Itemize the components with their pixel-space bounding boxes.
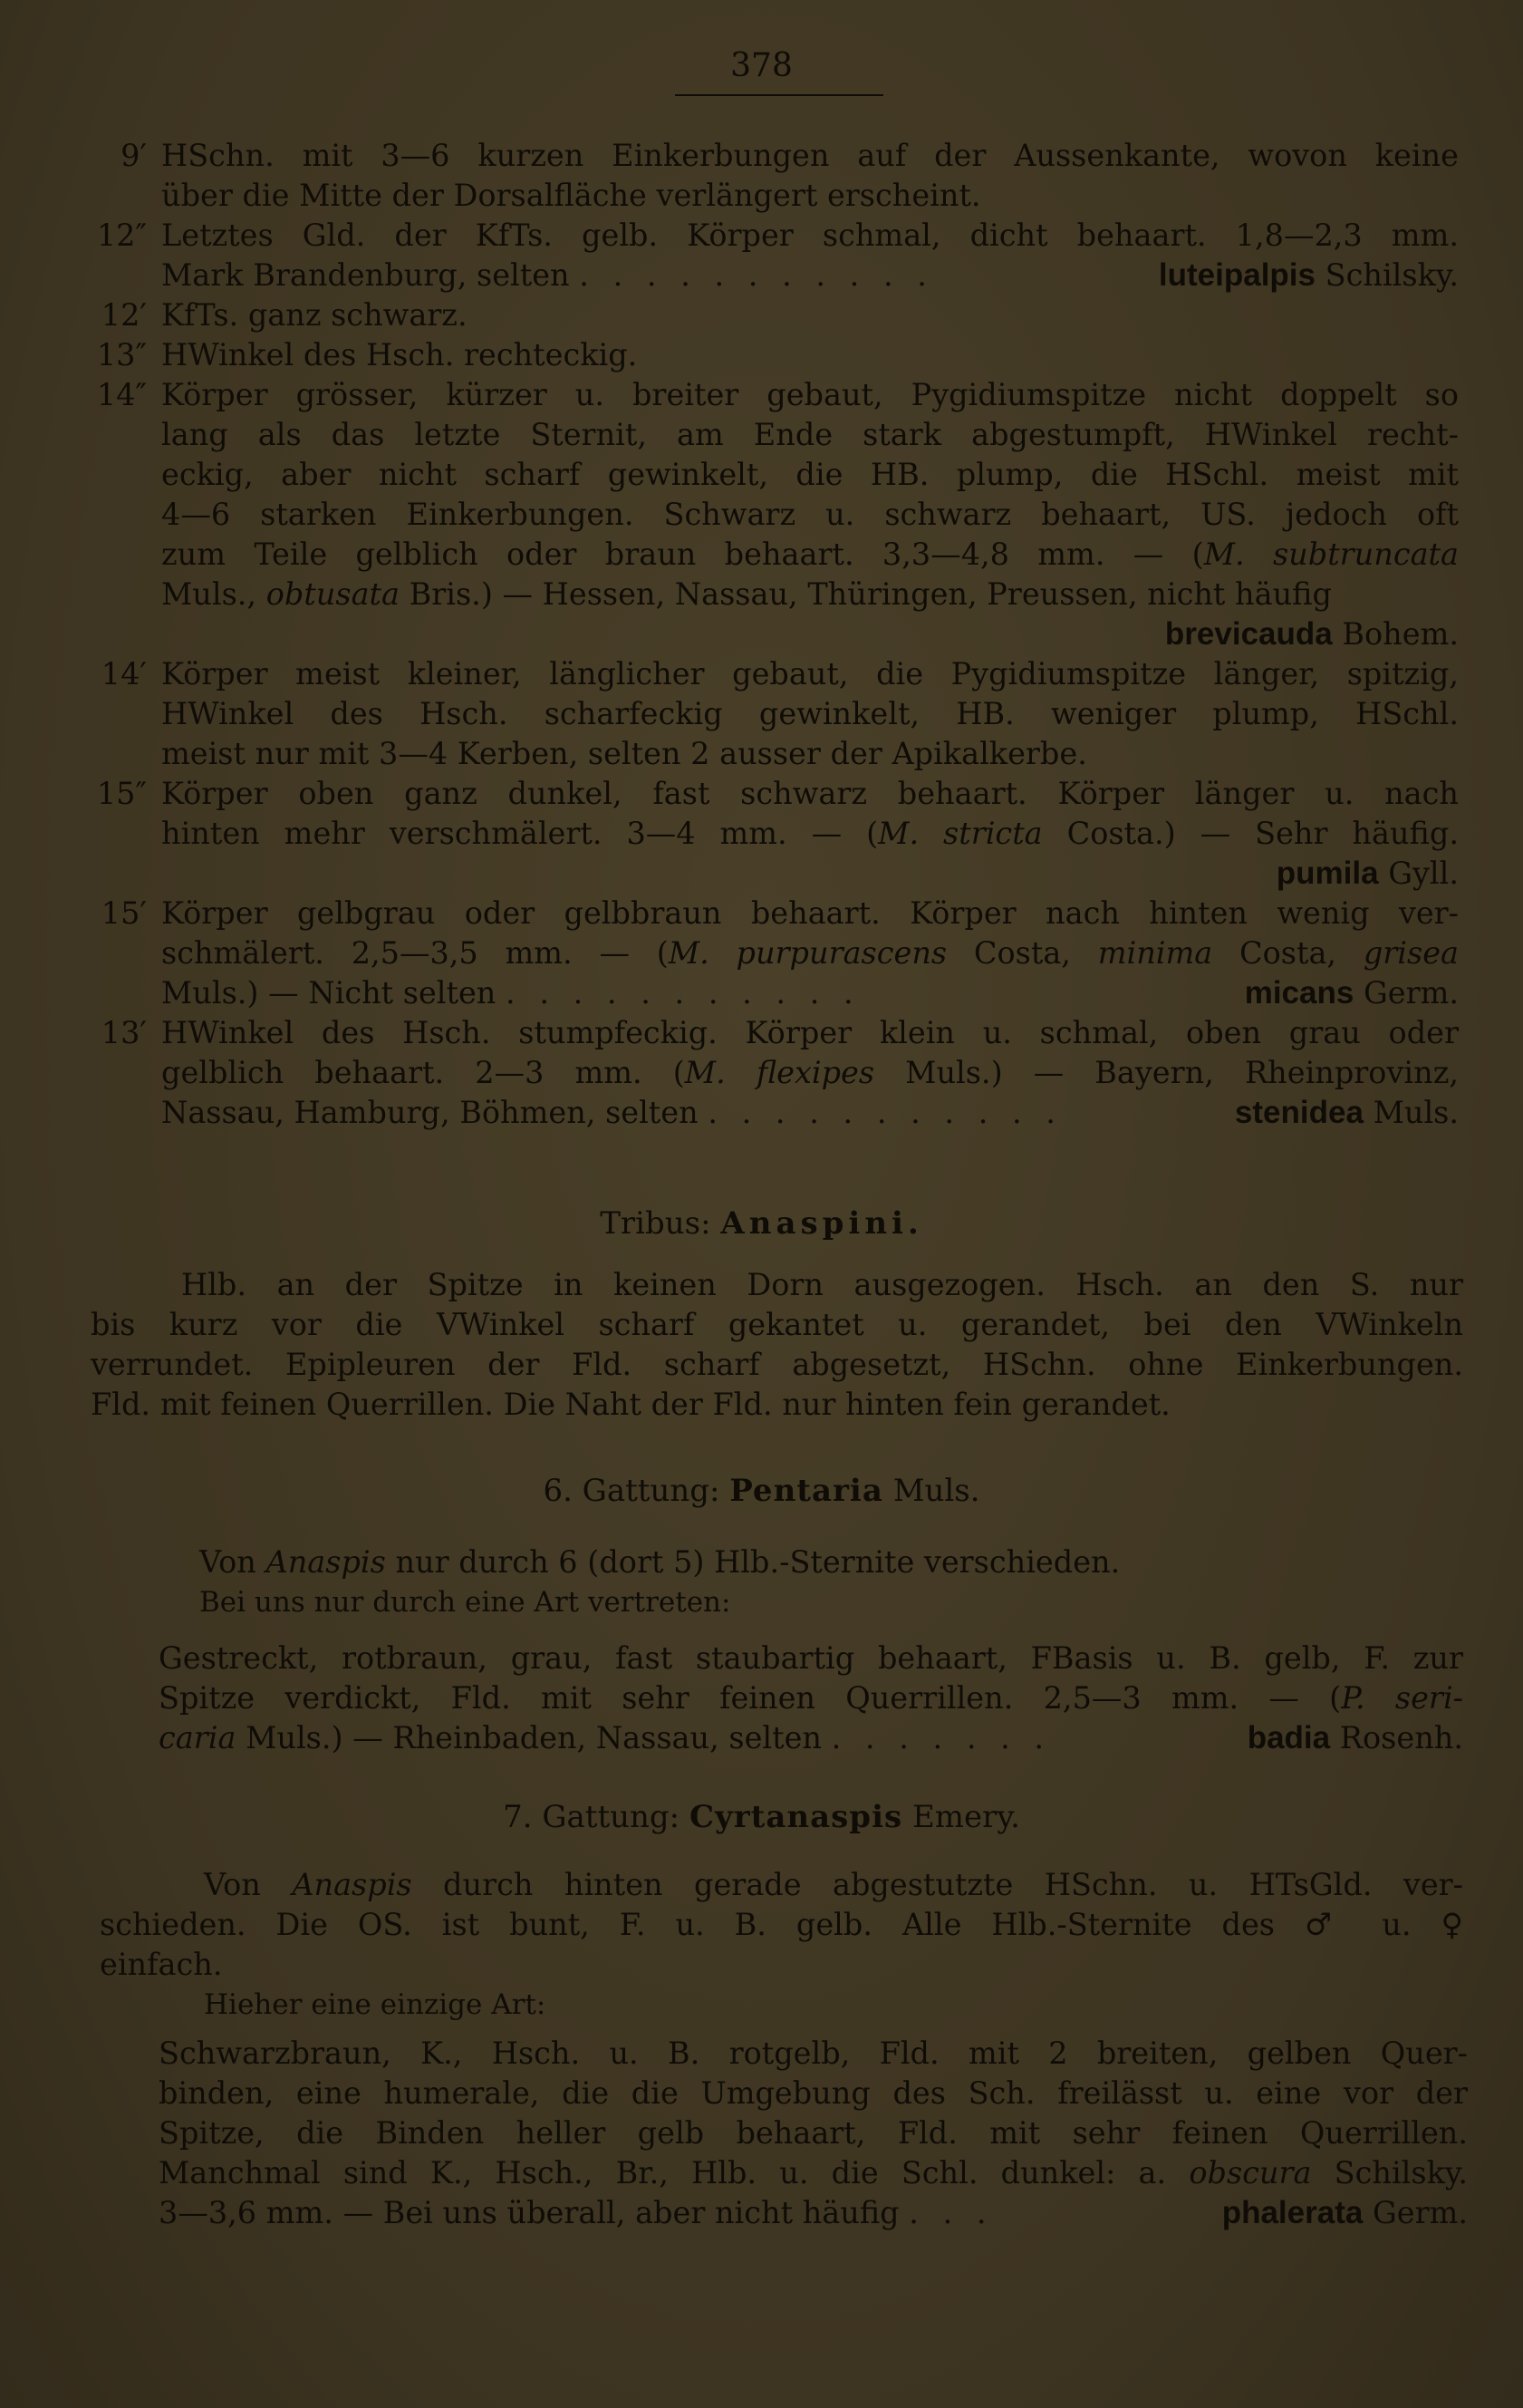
key-entry-9 bbox=[91, 136, 1468, 176]
species-name: badia bbox=[1247, 1720, 1331, 1755]
species-author: Muls. bbox=[1373, 1095, 1459, 1130]
leader-dots: . . . . . . . . . . . bbox=[579, 257, 934, 293]
key-line: KfTs. ganz schwarz. bbox=[161, 297, 468, 333]
key-line: Körper oben ganz dunkel, fast schwarz behaart. Körper länger u. nach bbox=[161, 776, 1459, 811]
key-line: meist nur mit 3—4 Kerben, selten 2 ausser der Apikalkerbe. bbox=[161, 736, 1087, 771]
key-line: hinten mehr verschmälert. 3—4 mm. — (M. stricta Costa.) — Sehr häufig. bbox=[161, 816, 1459, 851]
leader-dots: . . . . . . . bbox=[831, 1720, 1052, 1755]
couplet-number: 14′ bbox=[101, 656, 147, 691]
species-name: stenidea bbox=[1234, 1095, 1364, 1130]
couplet-number: 12′ bbox=[101, 297, 147, 333]
key-line: HWinkel des Hsch. stumpfeckig. Körper klein u. schmal, oben grau oder bbox=[161, 1015, 1459, 1050]
synonym: M. stricta bbox=[878, 816, 1043, 851]
species-name: brevicauda bbox=[1164, 616, 1333, 652]
key-entry-12a bbox=[91, 216, 1468, 256]
key-line: 4—6 starken Einkerbungen. Schwarz u. schwarz behaart, US. jedoch oft bbox=[161, 497, 1459, 532]
couplet-number: 13″ bbox=[96, 337, 147, 372]
key-entry-15a bbox=[91, 774, 1468, 814]
couplet-number: 14″ bbox=[96, 377, 147, 412]
locality: Nassau, Hamburg, Böhmen, selten bbox=[161, 1095, 699, 1130]
key-line bbox=[161, 973, 1459, 1013]
key-line: schmälert. 2,5—3,5 mm. — (M. purpurascens Costa, minima Costa, grisea bbox=[161, 935, 1460, 971]
key-entry-14b bbox=[91, 654, 1468, 694]
key-entry-13a bbox=[91, 335, 1468, 375]
genus-7-heading: 7. Gattung: Cyrtanaspis Emery. bbox=[503, 1799, 1020, 1835]
tribus-description: Hlb. an der Spitze in keinen Dorn ausgezogen. Hsch. an den S. nur bis kurz vor die VWinkel scharf gekantet u. gerandet, bei den VWinkeln verrundet. Epipleuren der Fld. scharf abgesetzt, HSchn. ohne Einkerbungen. Fld. mit feinen Querrillen. Die Naht der Fld. nur hinten fein gerandet. bbox=[91, 1267, 1463, 1422]
key-line: HWinkel des Hsch. rechteckig. bbox=[161, 337, 638, 372]
key-entry-15b bbox=[91, 894, 1468, 933]
key-line: lang als das letzte Sternit, am Ende stark abgestumpft, HWinkel recht- bbox=[161, 417, 1459, 452]
key-line: HWinkel des Hsch. scharfeckig gewinkelt, HB. weniger plump, HSchl. bbox=[161, 696, 1459, 731]
key-line bbox=[161, 854, 1459, 894]
genus-6-species-description: Gestreckt, rotbraun, grau, fast staubartig behaart, FBasis u. B. gelb, F. zur Spitze verdickt, Fld. mit sehr feinen Querrillen. 2,5—3 mm. — (P. seri- caria Muls.) — Rheinbaden, Nassau, selten . . . . . . . badia Rosenh. bbox=[159, 1640, 1463, 1755]
locality: Muls.) — Nicht selten bbox=[161, 975, 496, 1011]
page-number-rule bbox=[675, 94, 883, 96]
genus-7-species-description: Schwarzbraun, K., Hsch. u. B. rotgelb, Fld. mit 2 breiten, gelben Quer- binden, eine humerale, die die Umgebung des Sch. freilässt u. eine vor der Spitze, die Binden heller gelb behaart, Fld. mit sehr feinen Querrillen. Manchmal sind K., Hsch., Br., Hlb. u. die Schl. dunkel: a. obscura Schilsky. 3—3,6 mm. — Bei uns überall, aber nicht häufig . . . phalerata Germ. bbox=[159, 2036, 1468, 2230]
leader-dots: . . . bbox=[909, 2195, 994, 2230]
key-line: gelblich behaart. 2—3 mm. (M. flexipes Muls.) — Bayern, Rheinprovinz, bbox=[161, 1055, 1459, 1090]
synonym: obtusata bbox=[265, 576, 400, 612]
key-line bbox=[161, 256, 1459, 295]
locality: Mark Brandenburg, selten bbox=[161, 257, 570, 293]
couplet-number: 9′ bbox=[120, 138, 147, 173]
tribus-name: Anaspini. bbox=[720, 1205, 923, 1242]
key-line: Körper grösser, kürzer u. breiter gebaut, Pygidiumspitze nicht doppelt so bbox=[161, 377, 1459, 412]
leader-dots: . . . . . . . . . . . bbox=[708, 1095, 1063, 1130]
couplet-number: 15″ bbox=[96, 776, 147, 811]
species-author: Gyll. bbox=[1388, 856, 1459, 891]
species-author: Germ. bbox=[1363, 975, 1459, 1011]
key-line: Körper meist kleiner, länglicher gebaut, die Pygidiumspitze länger, spitzig, bbox=[161, 656, 1459, 691]
species-name: pumila bbox=[1276, 856, 1379, 891]
tribus-heading: Tribus: Anaspini. bbox=[600, 1205, 923, 1242]
synonym: M. subtruncata bbox=[1203, 537, 1459, 572]
genus-6-heading: 6. Gattung: Pentaria Muls. bbox=[543, 1473, 980, 1509]
genus-name: Cyrtanaspis bbox=[689, 1799, 903, 1835]
couplet-number: 13′ bbox=[101, 1015, 147, 1050]
page-number: 378 bbox=[730, 47, 793, 84]
species-name: micans bbox=[1244, 975, 1354, 1011]
key-line bbox=[161, 614, 1459, 654]
key-line: zum Teile gelblich oder braun behaart. 3,3—4,8 mm. — (M. subtruncata bbox=[161, 537, 1459, 572]
species-author: Bohem. bbox=[1342, 616, 1459, 652]
genus-6-text: Von Anaspis nur durch 6 (dort 5) Hlb.-Sternite verschieden. Bei uns nur durch eine Art vertreten: bbox=[199, 1544, 1121, 1619]
key-line: über die Mitte der Dorsalfläche verlängert erscheint. bbox=[161, 178, 981, 213]
key-entry-12b bbox=[91, 295, 1468, 335]
identification-key bbox=[91, 136, 1468, 1133]
key-line: eckig, aber nicht scharf gewinkelt, die HB. plump, die HSchl. meist mit bbox=[161, 457, 1459, 492]
key-entry-14a bbox=[91, 375, 1468, 415]
key-line bbox=[161, 1093, 1459, 1133]
genus-7-text: Von Anaspis durch hinten gerade abgestutzte HSchn. u. HTsGld. ver- schieden. Die OS. ist bunt, F. u. B. gelb. Alle Hlb.-Sternite des ♂ u. ♀ einfach. Hieher eine einzige Art: bbox=[100, 1867, 1464, 2021]
key-line: Muls., obtusata Bris.) — Hessen, Nassau, Thüringen, Preussen, nicht häufig bbox=[161, 576, 1332, 612]
couplet-number: 15′ bbox=[101, 895, 147, 931]
key-line: Letztes Gld. der KfTs. gelb. Körper schmal, dicht behaart. 1,8—2,3 mm. bbox=[161, 218, 1459, 253]
genus-name: Pentaria bbox=[729, 1473, 883, 1509]
species-name: phalerata bbox=[1221, 2195, 1364, 2230]
key-line: Körper gelbgrau oder gelbbraun behaart. Körper nach hinten wenig ver- bbox=[161, 895, 1459, 931]
key-line: HSchn. mit 3—6 kurzen Einkerbungen auf der Aussenkante, wovon keine bbox=[161, 138, 1459, 173]
leader-dots: . . . . . . . . . . . bbox=[506, 975, 861, 1011]
couplet-number: 12″ bbox=[96, 218, 147, 253]
species-author: Schilsky. bbox=[1325, 257, 1459, 293]
key-entry-13b bbox=[91, 1013, 1468, 1053]
species-name: luteipalpis bbox=[1158, 257, 1316, 293]
